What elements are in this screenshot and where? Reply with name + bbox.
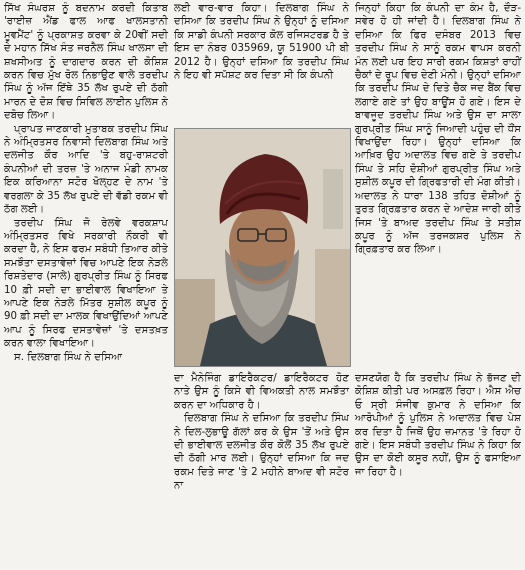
article-column-3-top [355, 2, 521, 257]
paragraph: ਜਿਨ੍ਹਾਂ ਕਿਹਾ ਕਿ ਕੰਪਨੀ ਦਾ ਕੰਮ ਹੈ, ਦੌੜ-ਸਵੇਰ ਹੋ ਹੀ ਜਾਂਦੀ ਹੈ। ਦਿਲਬਾਗ ਸਿੰਘ ਨੇ ਦਸਿਆ ਕਿ ਫਿਰ ਦਸੰਬਰ 2013 ਵਿਚ ਤਰਦੀਪ ਸਿੰਘ ਨੇ ਸਾਨੂੰ ਰਕਮ ਵਾਪਸ ਕਰਨੀ ਮੰਨ ਲਈ ਪਰ ਇਹ ਸਾਰੀ ਰਕਮ ਕਿਸ਼ਤਾਂ ਰਾਹੀਂ ਚੈਕਾਂ ਦੇ ਰੂਪ ਵਿਚ ਦੇਣੀ ਮੰਨੀ। ਉਨ੍ਹਾਂ ਦਸਿਆ ਕਿ ਤਰਦੀਪ ਸਿੰਘ ਦੇ ਦਿਤੇ ਚੈਕ ਜਦ ਬੈਂਕ ਵਿਚ ਲਗਾਏ ਗਏ ਤਾਂ ਉਹ ਬਾਊਂਸ ਹੋ ਗਏ। ਇਸ ਦੇ ਬਾਵਜੂਦ ਤਰਦੀਪ ਸਿੰਘ ਅਤੇ ਉਸ ਦਾ ਸਾਲਾ ਗੁਰਪ੍ਰੀਤ ਸਿੰਘ ਸਾਨੂੰ ਜਿਆਦੀ ਪਹੁੰਚ ਦੀ ਧੌਂਸ ਵਿਖਾਉਂਦਾ ਰਿਹਾ। ਉਨ੍ਹਾਂ ਦਸਿਆ ਕਿ ਆਖ਼ਿਰ ਉਹ ਅਦਾਲਤ ਵਿਚ ਗਏ ਤੇ ਤਰਦੀਪ ਸਿੰਘ ਤੇ ਸਹਿ ਦੋਸ਼ੀਆਂ ਗੁਰਪ੍ਰੀਤ ਸਿੰਘ ਅਤੇ ਸੁਸ਼ੀਲ ਕਪੂਰ ਦੀ ਗ੍ਰਿਫਤਾਰੀ ਦੀ ਮੰਗ ਕੀਤੀ। ਅਦਾਲਤ ਨੇ ਧਾਰਾ 138 ਤਹਿਤ ਦੋਸ਼ੀਆਂ ਨੂੰ ਤੁਰਤ ਗ੍ਰਿਫ਼ਤਾਰ ਕਰਨ ਦੇ ਆਦੇਸ਼ ਜਾਰੀ ਕੀਤੇ ਜਿਸ 'ਤੇ ਬਾਅਦ ਤਰਦੀਪ ਸਿੰਘ ਤੇ ਸਤੀਸ਼ ਕਪੂਰ ਨੂੰ ਅੱਜ ਤਰਜਕਸ਼ਰ ਪੁਲਿਸ ਨੇ ਗ੍ਰਿਫ਼ਤਾਰ ਕਰ ਲਿਆ। [355, 3, 521, 256]
article-column-2-top [174, 2, 349, 82]
paragraph: ਦਾ ਮੈਨੇਜਿੰਗ ਡਾਇਰੈਕਟਰ/ ਡਾਇਰੈਕਟਰ ਹੋਣ ਨਾਤੇ ਉਸ ਨੂੰ ਕਿਸੇ ਵੀ ਵਿਅਕਤੀ ਨਾਲ ਸਮਝੌਤਾ ਕਰਨ ਦਾ ਅਧਿਕਾਰ ਹੈ। [174, 373, 349, 411]
paragraph: ਦਿਲਬਾਗ ਸਿੰਘ ਨੇ ਦਸਿਆ ਕਿ ਤਰਦੀਪ ਸਿੰਘ ਨੇ ਦਿਲ-ਲੁਭਾਊ ਗੱਲਾਂ ਕਰ ਕੇ ਉਸ 'ਤੋਂ ਅਤੇ ਉਸ ਦੀ ਭਾਈਵਾਲ ਦਲਜੀਤ ਕੌਰ ਕੋਲੋਂ 35 ਲੱਖ ਰੁਪਏ ਦੀ ਠੱਗੀ ਮਾਰ ਲਈ। ਉਨ੍ਹਾਂ ਦਸਿਆ ਕਿ ਜਦ ਰਕਮ ਦਿਤੇ ਜਾਣ 'ਤੇ 2 ਮਹੀਨੇ ਬਾਅਦ ਵੀ ਸਟੋਰ ਨਾ [174, 413, 349, 492]
paragraph: ਸ. ਦਿਲਬਾਗ ਸਿੰਘ ਨੇ ਦਸਿਆ [14, 351, 123, 363]
paragraph: ਤਰਦੀਪ ਸਿੰਘ ਜੋ ਰੇਲਵੇ ਵਰਕਸ਼ਾਪ ਅੰਮ੍ਰਿਤਸਰ ਵਿਖੇ ਸਰਕਾਰੀ ਨੌਕਰੀ ਵੀ ਕਰਦਾ ਹੈ, ਨੇ ਇਸ ਫਰਮ ਸਬੰਧੀ ਤਿਆਰ ਕੀਤੇ ਸਮਝੌਤਾ ਦਸਤਾਵੇਜ਼ਾਂ ਵਿਚ ਆਪਣੇ ਇਕ ਨੇੜਲੇ ਰਿਸ਼ਤੇਦਾਰ (ਸਾਲੇ) ਗੁਰਪ੍ਰੀਤ ਸਿੰਘ ਨੂੰ ਸਿਰਫ 10 ਫ਼ੀ ਸਦੀ ਦਾ ਭਾਈਵਾਲ ਵਿਖਾਇਆ ਤੇ ਆਪਣੇ ਇਕ ਨੇੜਲੇ ਮਿੱਤਰ ਸੁਸ਼ੀਲ ਕਪੂਰ ਨੂੰ 90 ਫ਼ੀ ਸਦੀ ਦਾ ਮਾਲਕ ਵਿਖਾਉਂਦਿਆਂ ਆਪਣੇ ਆਪ ਨੂੰ ਸਿਰਫ ਦਸਤਾਵੇਜ਼ਾਂ 'ਤੇ ਦਸਤਖ਼ਤ ਕਰਨ ਵਾਲਾ ਵਿਖਾਇਆ। [4, 217, 168, 350]
paragraph: ਦਸਣਯੋਗ ਹੈ ਕਿ ਤਰਦੀਪ ਸਿੰਘ ਨੇ ਭੱਜਣ ਦੀ ਕੋਸ਼ਿਸ਼ ਕੀਤੀ ਪਰ ਅਸਫ਼ਲ ਰਿਹਾ। ਐਸ ਐਚ ਓ ਸ੍ਰੀ ਸੰਜੀਵ ਕੁਮਾਰ ਨੇ ਦਸਿਆ ਕਿ ਆਰੋਪੀਆਂ ਨੂੰ ਪੁਲਿਸ ਨੇ ਅਦਾਲਤ ਵਿਚ ਪੇਸ਼ ਕਰ ਦਿਤਾ ਹੈ ਜਿਥੋਂ ਉਹ ਜ਼ਮਾਨਤ 'ਤੇ ਰਿਹਾ ਹੋ ਗਏ। ਇਸ ਸਬੰਧੀ ਤਰਦੀਪ ਸਿੰਘ ਨੇ ਕਿਹਾ ਕਿ ਉਸ ਦਾ ਕੋਈ ਕਸੂਰ ਨਹੀਂ, ਉਸ ਨੂੰ ਫਸਾਇਆ ਜਾ ਰਿਹਾ ਹੈ। [355, 373, 521, 478]
paragraph: ਪ੍ਰਾਪਤ ਜਾਣਕਾਰੀ ਮੁਤਾਬਕ ਤਰਦੀਪ ਸਿੰਘ ਨੇ ਅੰਮ੍ਰਿਤਸਰ ਨਿਵਾਸੀ ਦਿਲਬਾਗ ਸਿੰਘ ਅਤੇ ਦਲਜੀਤ ਕੌਰ ਆਦਿ 'ਤੇ ਬਹੁ-ਰਾਸ਼ਟਰੀ ਕੰਪਨੀਆਂ ਦੀ ਤਰਜ਼ 'ਤੇ ਅਨਾਜ ਮੰਡੀ ਨਾਮਕ ਇਕ ਕਰਿਆਨਾ ਸਟੋਰ ਖੋਲ੍ਹਣ ਦੇ ਨਾਮ 'ਤੇ ਵਰਗਲਾ ਕੇ 35 ਲੱਖ ਰੁਪਏ ਦੀ ਵੱਡੀ ਰਕਮ ਵੀ ਠੱਗ ਲਈ। [4, 123, 168, 216]
paragraph: ਲਈ ਵਾਰ-ਵਾਰ ਕਿਹਾ। ਦਿਲਬਾਗ ਸਿੰਘ ਨੇ ਦਸਿਆ ਕਿ ਤਰਦੀਪ ਸਿੰਘ ਨੇ ਉਨ੍ਹਾਂ ਨੂੰ ਦਸਿਆ ਕਿ ਸਾਡੀ ਕੰਪਨੀ ਸਰਕਾਰ ਕੋਲ ਰਜਿਸਟਰਡ ਹੈ ਤੇ ਇਸ ਦਾ ਨੰਬਰ 035969, ਯੂ 51900 ਪੀ ਬੀ 2012 ਹੈ। ਉਨ੍ਹਾਂ ਦਸਿਆ ਕਿ ਤਰਦੀਪ ਸਿੰਘ ਨੇ ਇਹ ਵੀ ਸਪੱਸ਼ਟ ਕਰ ਦਿਤਾ ਸੀ ਕਿ ਕੰਪਨੀ [174, 3, 349, 82]
article-column-1 [4, 2, 168, 364]
portrait-photo [174, 128, 351, 367]
article-column-2-bottom [174, 372, 349, 493]
article-column-3-bottom [355, 372, 521, 479]
paragraph: ਸਿੱਖ ਸੰਘਰਸ਼ ਨੂੰ ਬਦਨਾਮ ਕਰਦੀ ਕਿਤਾਬ 'ਰਾਈਜ਼ ਐਂਡ ਫਾਲ ਆਫ ਖਾਲਸਤਾਨੀ ਮੂਵਮੈਂਟ' ਨੂੰ ਪ੍ਰਕਾਸ਼ਤ ਕਰਵਾ ਕੇ 20ਵੀਂ ਸਦੀ ਦੇ ਮਹਾਨ ਸਿੱਖ ਸੰਤ ਜਰਨੈਲ ਸਿੰਘ ਖਾਲਸਾ ਦੀ ਸ਼ਖਸੀਅਤ ਨੂੰ ਦਾਗਦਾਰ ਕਰਨ ਦੀ ਕੋਸ਼ਿਸ਼ ਕਰਨ ਵਿਚ ਮੁੱਖ ਰੋਲ ਨਿਭਾਉਣ ਵਾਲੇ ਤਰਦੀਪ ਸਿੰਘ ਨੂੰ ਅੱਜ ਇੱਥੇ 35 ਲੱਖ ਰੁਪਏ ਦੀ ਠੱਗੀ ਮਾਰਨ ਦੇ ਦੋਸ਼ ਵਿਚ ਸਿਵਿਲ ਲਾਈਨ ਪੁਲਿਸ ਨੇ ਦਬੋਚ ਲਿਆ। [4, 3, 168, 122]
